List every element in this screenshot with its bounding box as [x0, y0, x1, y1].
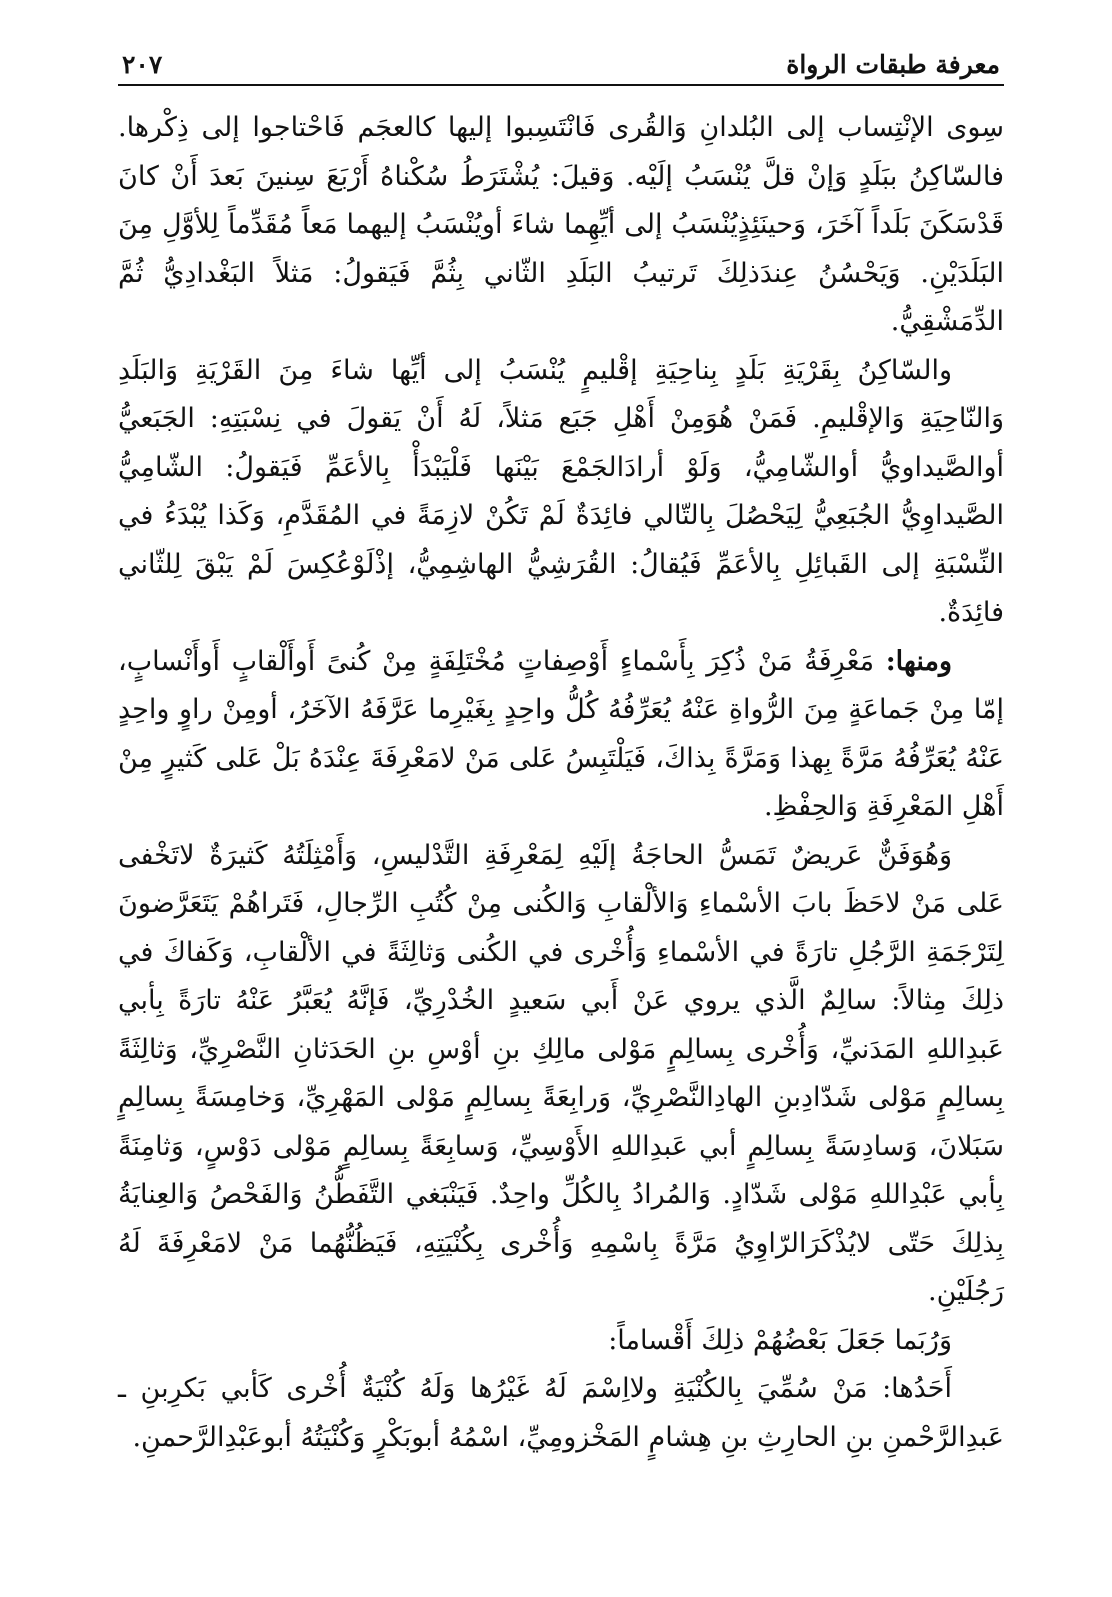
- page-body: [118, 104, 1004, 1462]
- paragraph: [118, 1365, 1004, 1462]
- paragraph-text: أَحَدُها: مَنْ سُمِّيَ بِالكُنْيَةِ ولااِسْمَ لَهُ غَيْرُها وَلَهُ كُنْيَةٌ أُخْرى كَأبي بَكرِبنِ ـ عَبدِالرَّحْمنِ بنِ الحارِثِ بنِ هِشامٍ المَخْزومِيِّ، اسْمُهُ أبوبَكْرٍ وَكُنْيَتُهُ أبوعَبْدِالرَّحمنِ.: [118, 1373, 1004, 1453]
- paragraph: [118, 104, 1004, 347]
- page-number: ٢٠٧: [122, 50, 163, 79]
- paragraph-text: سِوى الإنْتِساب إلى البُلدانِ وَالقُرى فَانْتَسِبوا إليها كالعجَم فَاحْتاجوا إلى ذِكْرها. فالسّاكِنُ ببَلَدٍ وَإنْ قلَّ يُنْسَبُ إلَيْه. وَقيلَ: يُشْتَرَطُ سُكْناهُ أَرْبَعَ سِنينَ بَعدَ أَنْ كانَ قَدْسَكَنَ بَلَداً آخَرَ، وَحينَئِذٍيُنْسَبُ إلى أيِّهِما شاءَ أويُنْسَبُ إليهما مَعاً مُقَدِّماً لِلأوَّلِ مِنَ البَلَدَيْنِ. وَيَحْسُنُ عِندَذلِكَ تَرتيبُ البَلَدِ الثّاني بِثُمَّ فَيَقولُ: مَثلاً البَغْدادِيُّ ثُمَّ الدِّمَشْقِيُّ.: [118, 112, 1004, 337]
- paragraph: [118, 1317, 1004, 1366]
- paragraph: [118, 638, 1004, 832]
- paragraph-text: والسّاكِنُ بِقَرْيَةِ بَلَدٍ بِناحِيَةِ إقْليمٍ يُنْسَبُ إلى أيِّها شاءَ مِنَ القَرْيَةِ وَالبَلَدِ وَالنّاحِيَةِ وَالإقْليمِ. فَمَنْ هُوَمِنْ أَهْلِ جَبَع مَثلاً، لَهُ أَنْ يَقولَ في نِسْبَتِهِ: الجَبَعيُّ أوالصَّيداويُّ أوالشّامِيُّ، وَلَوْ أرادَالجَمْعَ بَيْنَها فَلْيَبْدَأْ بِالأعَمِّ فَيَقولُ: الشّامِيُّ الصَّيداوِيُّ الجُبَعِيُّ لِيَحْصُلَ بِالتّالي فائِدَةٌ لَمْ تَكُنْ لازِمَةً في المُقَدَّمِ، وَكَذا يُبْدَءُ في النِّسْبَةِ إلى القَبائِلِ بِالأعَمِّ فَيُقالُ: القُرَشِيُّ الهاشِمِيُّ، إذْلَوْعُكِسَ لَمْ يَبْقَ لِلثّاني فائِدَةٌ.: [118, 354, 1004, 628]
- running-header: [118, 44, 1004, 86]
- paragraph-text: مَعْرِفَةُ مَنْ ذُكِرَ بِأَسْماءٍ أَوْصِفاتٍ مُخْتَلِفَةٍ مِنْ كُنىً أَوأَلْقابٍ أَوأَنْسابٍ، إمّا مِنْ جَماعَةٍ مِنَ الرُّواةِ عَنْهُ يُعَرِّفُهُ كُلُّ واحِدٍ بِغَيْرِما عَرَّفَهُ الآخَرُ، أومِنْ راوٍ واحِدٍ عَنْهُ يُعَرِّفُهُ مَرَّةً بِهذا وَمَرَّةً بِذاكَ، فَيَلْتَبِسُ عَلى مَنْ لامَعْرِفَةَ عِنْدَهُ بَلْ عَلى كَثيرٍ مِنْ أَهْلِ المَعْرِفَةِ وَالحِفْظِ.: [118, 645, 1004, 822]
- header-title: معرفة طبقات الرواة: [786, 50, 1000, 79]
- paragraph: [118, 832, 1004, 1317]
- paragraph: [118, 347, 1004, 638]
- paragraph-text: وَهُوَفَنٌّ عَريضٌ تَمَسُّ الحاجَةُ إلَيْهِ لِمَعْرِفَةِ التَّدْليسِ، وَأَمْثِلَتُهُ كَثيرَةٌ لاتَخْفى عَلى مَنْ لاحَظَ بابَ الأسْماءِ وَالألْقابِ وَالكُنى مِنْ كُتُبِ الرِّجالِ، فَتَراهُمْ يَتَعَرَّضونَ لِتَرْجَمَةِ الرَّجُلِ تارَةً في الأسْماءِ وَأُخْرى في الكُنى وَثالِثَةً في الألْقابِ، وَكَفاكَ في ذلِكَ مِثالاً: سالِمٌ الَّذي يروي عَنْ أَبي سَعيدٍ الخُدْرِيِّ، فَإنَّهُ يُعَبَّرُ عَنْهُ تارَةً بِأبي عَبدِاللهِ المَدَنيِّ، وَأُخْرى بِسالِمٍ مَوْلى مالِكِ بنِ أوْسِ بنِ الحَدَثانِ النَّصْرِيِّ، وَثالِثَةً بِسالِمٍ مَوْلى شَدّادِبنِ الهادِالنَّصْرِيِّ، وَرابِعَةً بِسالِمٍ مَوْلى المَهْرِيِّ، وَخامِسَةً بِسالِمٍ سَبَلانَ، وَسادِسَةً بِسالِمٍ أبي عَبدِاللهِ الأَوْسِيِّ، وَسابِعَةً بِسالِمٍ مَوْلى دَوْسٍ، وَثامِنَةً بِأبي عَبْدِاللهِ مَوْلى شَدّادٍ. وَالمُرادُ بِالكُلِّ واحِدٌ. فَيَنْبَغي التَّفَطُّنُ وَالفَحْصُ وَالعِنايَةُ بِذلِكَ حَتّى لايُذْكَرَالرّاوِيُ مَرَّةً بِاسْمِهِ وَأُخْرى بِكُنْيَتِهِ، فَيَظُنُّهُما مَنْ لامَعْرِفَةَ لَهُ رَجُلَيْنِ.: [118, 839, 1004, 1307]
- paragraph-text: وَرُبَما جَعَلَ بَعْضُهُمْ ذلِكَ أَقْساماً:: [608, 1324, 952, 1356]
- section-lead: ومنها:: [885, 645, 953, 677]
